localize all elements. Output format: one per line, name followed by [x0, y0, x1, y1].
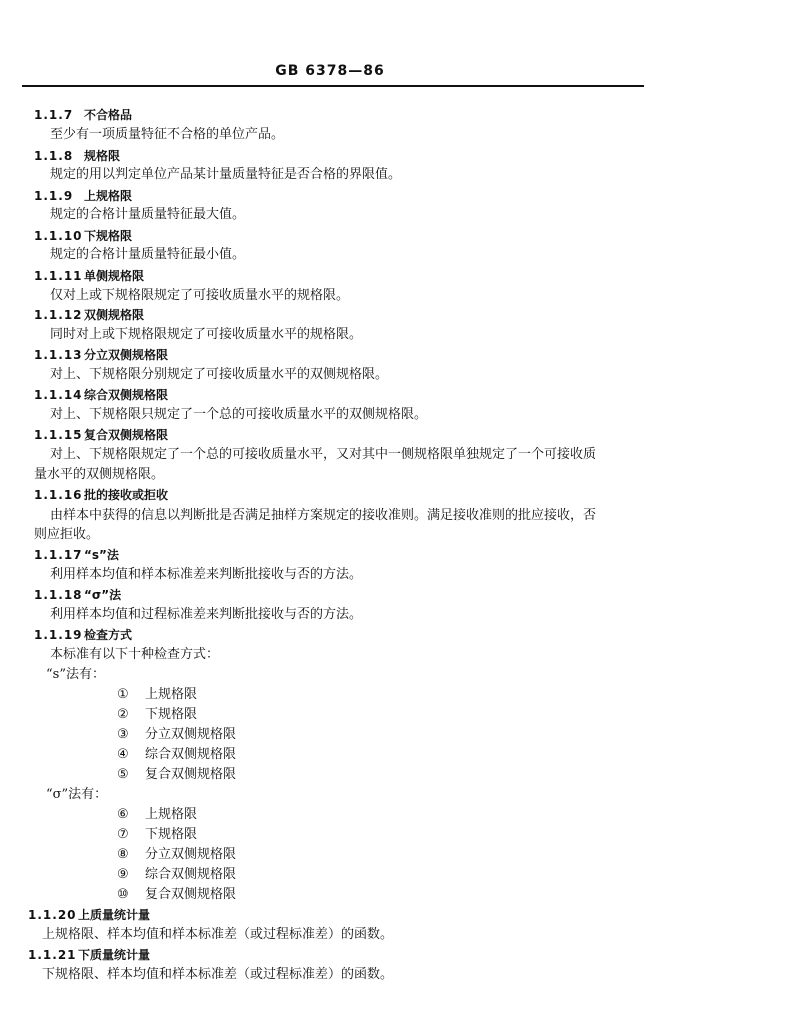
section-heading [34, 106, 132, 124]
section-title: 不合格品 [84, 108, 133, 122]
item-text: 复合双侧规格限 [145, 767, 237, 782]
list-item [117, 746, 236, 764]
item-text: 综合双侧规格限 [145, 867, 237, 882]
section-text: 由样本中获得的信息以判断批是否满足抽样方案规定的接收准则。满足接收准则的批应接收，否 [50, 508, 597, 523]
section-text: 下规格限、样本均值和样本标准差（或过程标准差）的函数。 [42, 967, 394, 982]
list-item [117, 706, 197, 724]
section-title: “s”法 [84, 548, 119, 562]
list-item [117, 886, 236, 904]
section-title: 上质量统计量 [78, 908, 151, 922]
item-number: ⑤ [117, 767, 129, 782]
section-number: 1.1.16 [34, 488, 83, 502]
item-number: ③ [117, 727, 129, 742]
list-item [117, 846, 236, 864]
section-number: 1.1.19 [34, 628, 83, 642]
section-text: 则应拒收。 [34, 527, 100, 542]
section-text: 至少有一项质量特征不合格的单位产品。 [50, 127, 285, 142]
section-heading [34, 626, 132, 644]
item-text: 下规格限 [145, 827, 198, 842]
item-text: 分立双侧规格限 [145, 847, 237, 862]
section-text: 利用样本均值和过程标准差来判断批接收与否的方法。 [50, 607, 363, 622]
section-heading [34, 227, 132, 245]
list-item [117, 766, 236, 784]
section-number: 1.1.9 [34, 189, 74, 203]
section-text: 对上、下规格限分别规定了可接收质量水平的双侧规格限。 [50, 367, 389, 382]
section-title: 检查方式 [84, 628, 133, 642]
list-item [117, 686, 197, 704]
section-number: 1.1.17 [34, 548, 83, 562]
section-text: 仅对上或下规格限规定了可接收质量水平的规格限。 [50, 288, 350, 303]
section-text: 规定的合格计量质量特征最小值。 [50, 247, 246, 262]
section-title: 下质量统计量 [78, 948, 151, 962]
header-rule [22, 85, 644, 87]
item-number: ⑨ [117, 867, 129, 882]
section-number: 1.1.18 [34, 588, 83, 602]
section-heading [34, 426, 168, 444]
section-title: 上规格限 [84, 189, 133, 203]
section-heading [34, 346, 168, 364]
item-number: ① [117, 687, 129, 702]
section-heading [34, 306, 144, 324]
section-number: 1.1.11 [34, 269, 83, 283]
section-title: 复合双侧规格限 [84, 428, 169, 442]
section-title: 下规格限 [84, 229, 133, 243]
section-number: 1.1.7 [34, 108, 74, 122]
item-text: 复合双侧规格限 [145, 887, 237, 902]
section-title: 分立双侧规格限 [84, 348, 169, 362]
section-heading [34, 187, 132, 205]
section-heading [34, 267, 144, 285]
list-item [117, 726, 236, 744]
list-item [117, 866, 236, 884]
section-heading [34, 386, 168, 404]
section-text: 对上、下规格限规定了一个总的可接收质量水平，又对其中一侧规格限单独规定了一个可接收质 [50, 447, 597, 462]
sigma-method-label: “σ”法有： [46, 787, 108, 802]
list-item [117, 826, 197, 844]
section-heading [28, 906, 150, 924]
section-number: 1.1.21 [28, 948, 77, 962]
section-heading [34, 586, 121, 604]
section-number: 1.1.8 [34, 149, 74, 163]
section-number: 1.1.12 [34, 308, 83, 322]
section-text: 利用样本均值和样本标准差来判断批接收与否的方法。 [50, 567, 363, 582]
section-title: 综合双侧规格限 [84, 388, 169, 402]
section-text: 同时对上或下规格限规定了可接收质量水平的规格限。 [50, 327, 363, 342]
section-title: “σ”法 [84, 588, 122, 602]
section-text: 量水平的双侧规格限。 [34, 467, 165, 482]
section-number: 1.1.14 [34, 388, 83, 402]
section-heading [34, 147, 120, 165]
s-method-label: “s”法有： [46, 667, 105, 682]
item-number: ⑧ [117, 847, 129, 862]
item-text: 综合双侧规格限 [145, 747, 237, 762]
item-number: ④ [117, 747, 129, 762]
section-text: 上规格限、样本均值和样本标准差（或过程标准差）的函数。 [42, 927, 394, 942]
section-title: 规格限 [84, 149, 121, 163]
section-heading [34, 546, 119, 564]
item-number: ⑩ [117, 887, 129, 902]
item-text: 上规格限 [145, 807, 198, 822]
section-text: 规定的用以判定单位产品某计量质量特征是否合格的界限值。 [50, 167, 402, 182]
item-text: 上规格限 [145, 687, 198, 702]
section-text: 规定的合格计量质量特征最大值。 [50, 207, 246, 222]
page-header-title: GB 6378—86 [275, 63, 385, 79]
section-text: 本标准有以下十种检查方式： [50, 647, 220, 662]
item-number: ⑦ [117, 827, 129, 842]
section-heading [28, 946, 150, 964]
item-text: 分立双侧规格限 [145, 727, 237, 742]
section-number: 1.1.15 [34, 428, 83, 442]
item-number: ⑥ [117, 807, 129, 822]
section-number: 1.1.20 [28, 908, 77, 922]
section-text: 对上、下规格限只规定了一个总的可接收质量水平的双侧规格限。 [50, 407, 428, 422]
section-number: 1.1.10 [34, 229, 83, 243]
list-item [117, 806, 197, 824]
item-text: 下规格限 [145, 707, 198, 722]
section-title: 单侧规格限 [84, 269, 145, 283]
section-title: 双侧规格限 [84, 308, 145, 322]
section-heading [34, 486, 168, 504]
section-number: 1.1.13 [34, 348, 83, 362]
item-number: ② [117, 707, 129, 722]
section-title: 批的接收或拒收 [84, 488, 169, 502]
